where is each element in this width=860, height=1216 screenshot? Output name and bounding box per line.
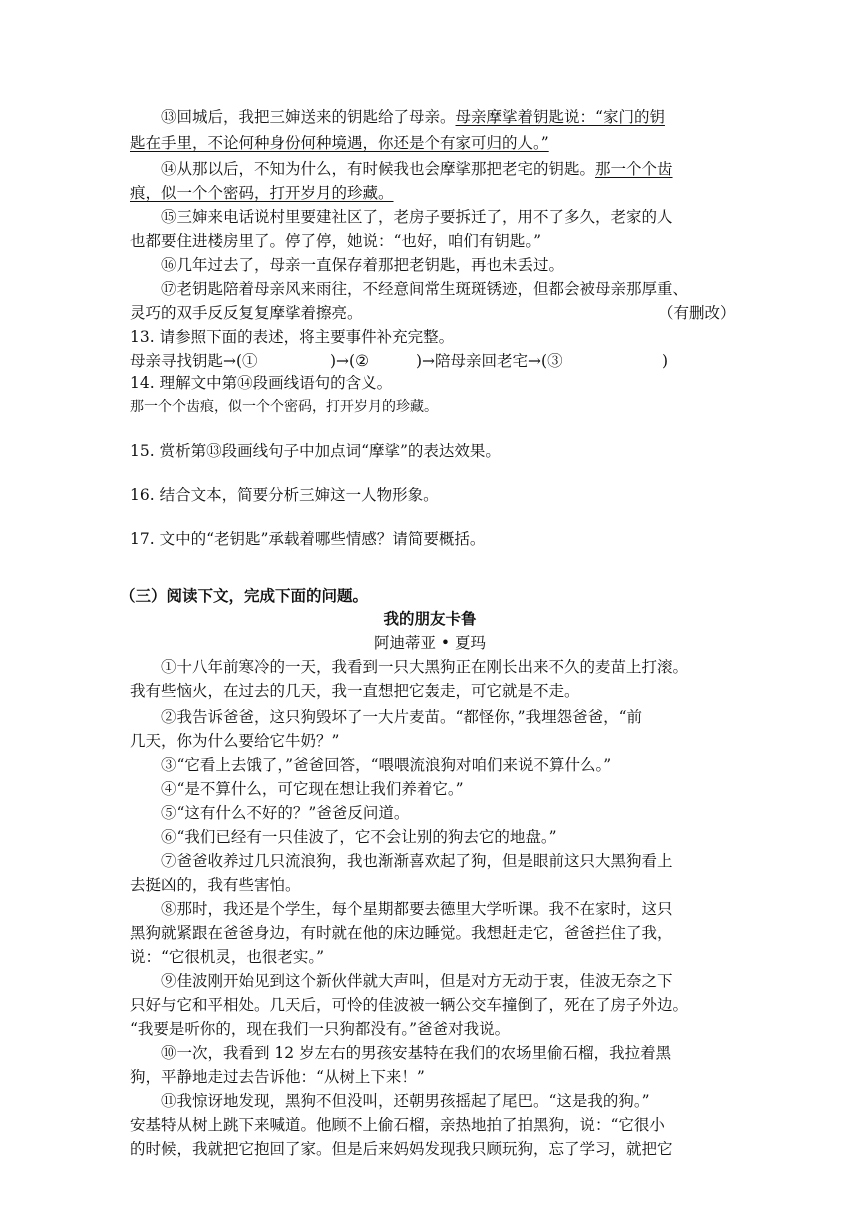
- flow-part-d: ): [662, 352, 669, 370]
- underlined-sentence-14-cont: 痕，似一个个密码，打开岁月的珍藏。: [130, 184, 394, 202]
- paragraph-17-line-1: ⑰老钥匙陪着母亲风来雨往，不经意间常生斑斑锈迹，但都会被母亲那厚重、: [161, 280, 689, 298]
- article-line: 黑狗就紧跟在爸爸身边，有时就在他的床边睡觉。我想赶走它，爸爸拦住了我，: [130, 924, 673, 942]
- question-14-answer: 那一个个齿痕，似一个个密码，打开岁月的珍藏。: [130, 399, 438, 415]
- paragraph-16: ⑯几年过去了，母亲一直保存着那把老钥匙，再也未丢过。: [161, 256, 565, 274]
- underlined-sentence-13: 母亲摩挲着钥匙说：“家门的钥: [455, 108, 665, 126]
- article-line: ⑧那时，我还是个学生，每个星期都要去德里大学听课。我不在家时，这只: [161, 900, 673, 918]
- article-line: ④“是不算什么，可它现在想让我们养着它。”: [161, 780, 464, 798]
- flow-part-c: )→陪母亲回老宅→(③: [416, 352, 563, 370]
- article-line: 的时候，我就把它抱回了家。但是后来妈妈发现我只顾玩狗，忘了学习，就把它: [130, 1140, 673, 1158]
- article-line: 只好与它和平相处。几天后，可怜的佳波被一辆公交车撞倒了，死在了房子外边。: [130, 996, 689, 1014]
- revision-note: （有删改）: [658, 304, 736, 322]
- article-line: ⑩一次，我看到 12 岁左右的男孩安基特在我们的农场里偷石榴，我拉着黑: [161, 1044, 672, 1062]
- paragraph-13-line-2: [130, 132, 730, 154]
- article-author: 阿迪蒂亚 • 夏玛: [374, 634, 486, 652]
- flow-part-a: 母亲寻找钥匙→(①: [130, 352, 258, 370]
- article-line: ⑪我惊讶地发现，黑狗不但没叫，还朝男孩摇起了尾巴。“这是我的狗。”: [161, 1092, 650, 1110]
- article-line: ⑥“我们已经有一只佳波了，它不会让别的狗去它的地盘。”: [161, 828, 557, 846]
- paragraph-15-line-2: 也都要住进楼房里了。停了停，她说：“也好，咱们有钥匙。”: [130, 232, 542, 250]
- question-17: 17. 文中的“老钥匙”承载着哪些情感？请简要概括。: [130, 530, 486, 548]
- paragraph-13-text: ⑬回城后，我把三婶送来的钥匙给了母亲。: [161, 108, 456, 126]
- article-line: “我要是听你的，现在我们一只狗都没有。”爸爸对我说。: [130, 1020, 511, 1038]
- paragraph-14-line-2: [130, 182, 730, 204]
- article-line: ⑨佳波刚开始见到这个新伙伴就大声叫，但是对方无动于衷，佳波无奈之下: [161, 972, 673, 990]
- paragraph-17-text: 灵巧的双手反反复复摩挲着擦亮。: [130, 304, 363, 322]
- paragraph-15-line-1: ⑮三婶来电话说村里要建社区了，老房子要拆迁了，用不了多久，老家的人: [161, 208, 673, 226]
- question-15: 15. 赏析第⑬段画线句子中加点词“摩挲”的表达效果。: [130, 442, 501, 460]
- article-line: ⑤“这有什么不好的？”爸爸反问道。: [161, 804, 410, 822]
- question-14: 14. 理解文中第⑭段画线语句的含义。: [130, 374, 393, 392]
- paragraph-14-text: ⑭从那以后，不知为什么，有时候我也会摩挲那把老宅的钥匙。: [161, 160, 596, 178]
- article-line: 狗，平静地走过去告诉他：“从树上下来！”: [130, 1068, 425, 1086]
- question-13: 13. 请参照下面的表述，将主要事件补充完整。: [130, 328, 455, 346]
- underlined-sentence-13-cont: 匙在手里，不论何种身份何种境遇，你还是个有家可归的人。”: [130, 134, 549, 152]
- underlined-sentence-14: 那一个个齿: [595, 160, 673, 178]
- article-line: ②我告诉爸爸，这只狗毁坏了一大片麦苗。“都怪你，”我埋怨爸爸，“前: [161, 708, 643, 726]
- paragraph-14-line-1: [161, 158, 761, 180]
- flow-part-b: )→(②: [330, 352, 369, 370]
- article-line: ①十八年前寒冷的一天，我看到一只大黑狗正在刚长出来不久的麦苗上打滚。: [161, 658, 689, 676]
- section-3-heading: （三）阅读下文，完成下面的问题。: [120, 586, 369, 605]
- article-line: 安基特从树上跳下来喊道。他顾不上偷石榴，亲热地拍了拍黑狗，说：“它很小: [130, 1116, 665, 1134]
- article-line: ⑦爸爸收养过几只流浪狗，我也渐渐喜欢起了狗，但是眼前这只大黑狗看上: [161, 852, 673, 870]
- article-line: ③“它看上去饿了，”爸爸回答，“喂喂流浪狗对咱们来说不算什么。”: [161, 756, 612, 774]
- article-title: 我的朋友卡鲁: [383, 609, 477, 628]
- question-16: 16. 结合文本，简要分析三婶这一人物形象。: [130, 486, 439, 504]
- article-line: 几天，你为什么要给它牛奶？”: [130, 732, 340, 750]
- article-line: 说：“它很机灵，也很老实。”: [130, 948, 325, 966]
- paragraph-17-line-2: [130, 302, 736, 324]
- paragraph-13-line-1: [161, 106, 761, 128]
- article-line: 我有些恼火，在过去的几天，我一直想把它轰走，可它就是不走。: [130, 682, 580, 700]
- article-line: 去挺凶的，我有些害怕。: [130, 876, 301, 894]
